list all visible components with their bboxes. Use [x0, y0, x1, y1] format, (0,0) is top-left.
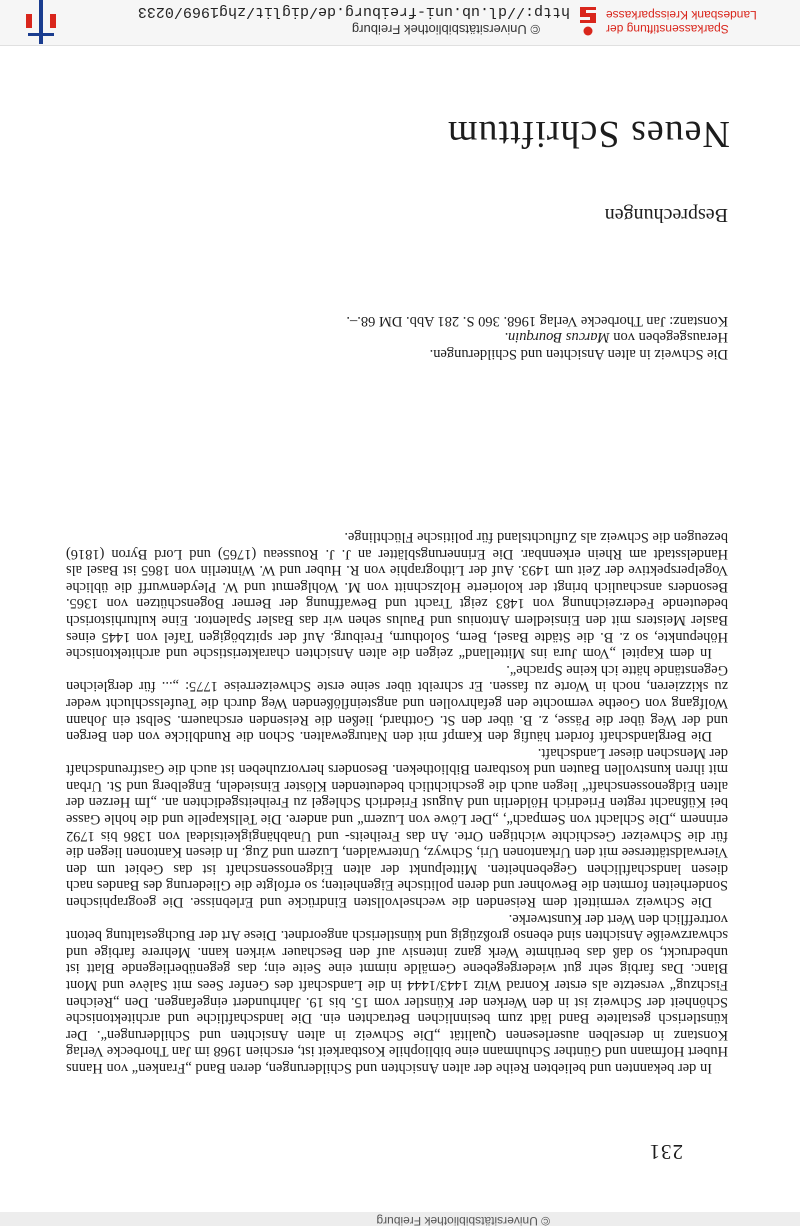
editor-line — [68, 329, 728, 346]
page-number: 231 — [648, 1140, 683, 1164]
book-title: Die Schweiz in alten Ansichten und Schilderungen. — [429, 346, 728, 362]
sponsor-line-1: Sparkassenstiftung der — [606, 22, 729, 36]
sponsor-line-2: Landesbank Kreissparkasse — [606, 8, 757, 22]
provider-credit: © Universitätsbibliothek Freiburg — [351, 22, 540, 37]
university-logo-icon — [26, 0, 56, 44]
paragraph: In dem Kapitel „Vom Jura ins Mittelland“ zeigen die alten Ansichten charakteristische und architektonische Höhepunkte, so z. B. die Städte Basel, Bern, Solothurn, Freiburg. Auf der spitzbögigen Tafel von 1445 eines Basler Meisters mit den Einsiedlern Antonius und Paulus sehen wir das Basler Spalentor. Eine kulturhistorisch bedeutende Federzeichnung von 1483 zeigt Tracht und Bewaffnung der Berner Bogenschützen von 1365. Besonders anschaulich bringt der kolorierte Holzschnitt von M. Wohlgemut und W. Pleydenwurff die übliche Vogelperspektive der Zeit um 1493. Auf der Lithographie von R. Huber und W. Winterlin von 1865 ist Basel als Handelsstadt am Rhein erkennbar. Die Erinnerungsblätter an J. J. Rousseau (1765) und Lord Byron (1816) bezeugen die Schweiz als Zufluchtsland für politische Flüchtlinge. — [66, 529, 728, 662]
editor-name: Marcus Bourquin. — [504, 329, 610, 346]
section-heading: Besprechungen — [604, 204, 728, 226]
sponsor-logo — [568, 1, 788, 41]
paragraph: Die Schweiz vermittelt dem Reisenden die wechselvollsten Eindrücke und Erlebnisse. Die geographischen Sonderheiten formten die Bewohner und deren politische Eigenheiten; so erfolgte die Gliederung des Bandes nach diesen landschaftlichen Gegebenheiten. Mittelpunkt der alten Eidgenossenschaft ist das Gebiet um den Vierwaldstättersee mit den Urkantonen Uri, Schwyz, Unterwalden, Luzern und Zug. In diesen Kantonen liegen die für die Schweizer Geschichte wichtigen Orte. An das Freiheits- und Unabhängigkeitsideal von 1386 bis 1792 erinnern „Die Schlacht von Sempach“, „Der Löwe von Luzern“ und andere. Die Tellskapelle und die hohle Gasse bei Küßnacht regten Friedrich Hölderlin und August Friedrich Schlegel zu Freiheitsgedichten an. „Im Herzen der alten Eidgenossenschaft“ liegen auch die geschichtlich bedeutenden Klöster Einsiedeln, Engelberg und St. Urban mit ihren kunstvollen Bauten und kostbaren Bibliotheken. Besonders hervorzuheben ist auch die Gastfreundschaft der Menschen dieser Landschaft. — [66, 744, 728, 911]
review-body — [66, 528, 728, 1076]
paragraph: In der bekannten und beliebten Reihe der alten Ansichten und Schilderungen, deren Band „Franken“ von Hanns Hubert Hofmann und Günther Schuhmann eine bibliophile Kostbarkeit ist, erschien 1968 im Jan Thorbecke Verlag Konstanz in derselben auserlesenen Qualität „Die Schweiz in alten Ansichten und Schilderungen“. Der künstlerisch gestaltete Band lädt zum besinnlichen Betrachten ein. Die landschaftliche und architektonische Schönheit der Schweiz ist in den Werken der Künstler vom 15. bis 19. Jahrhundert eingefangen. Den „Reichen Fischzug“ versetzte als erster Konrad Witz 1443/1444 in die Landschaft des Genfer Sees mit Salève und Mont Blanc. Das farbig sehr gut wiedergegebene Gemälde nimmt eine Seite ein; das gegenüberliegende Blatt ist unbedruckt, so daß das berühmte Werk ganz intensiv auf den Beschauer wirken kann. Mehrere farbige und schwarzweiße Ansichten sind ebenso großzügig und künstlerisch angeordnet. Diese Art der Buchgestaltung betont vortrefflich den Wert der Kunstwerke. — [66, 910, 728, 1076]
editor-prefix: Herausgegeben von — [609, 329, 728, 346]
bibliographic-entry — [68, 313, 728, 363]
sponsor-name — [606, 8, 766, 36]
viewer-header — [0, 0, 800, 46]
sparkasse-icon — [576, 5, 600, 37]
publisher-line: Konstanz: Jan Thorbecke Verlag 1968. 360 S. 281 Abb. DM 68.–. — [346, 313, 728, 329]
page-title: Neues Schrifttum — [446, 113, 730, 155]
paragraph: Die Berglandschaft fordert häufig den Kampf mit den Naturgewalten. Schon die Rundblicke von den Bergen und der Weg über die Pässe, z. B. über den St. Gotthard, ließen die Reisenden erschauern. Selbst ein Johann Wolfgang von Goethe vermochte den gefahrvollen und angsteinflößenden Weg durch die Teufelsschlucht weder zu skizzieren, noch in Worte zu fassen. Er schreibt über seine erste Schweizerreise 1775: „... für dergleichen Gegenstände hätte ich keine Sprache“. — [66, 661, 728, 745]
bottom-provider-label: © Universitätsbibliothek Freiburg — [376, 1214, 550, 1228]
permalink-url[interactable]: http://dl.ub.uni-freiburg.de/diglit/zhg1969/0233 — [137, 3, 570, 20]
